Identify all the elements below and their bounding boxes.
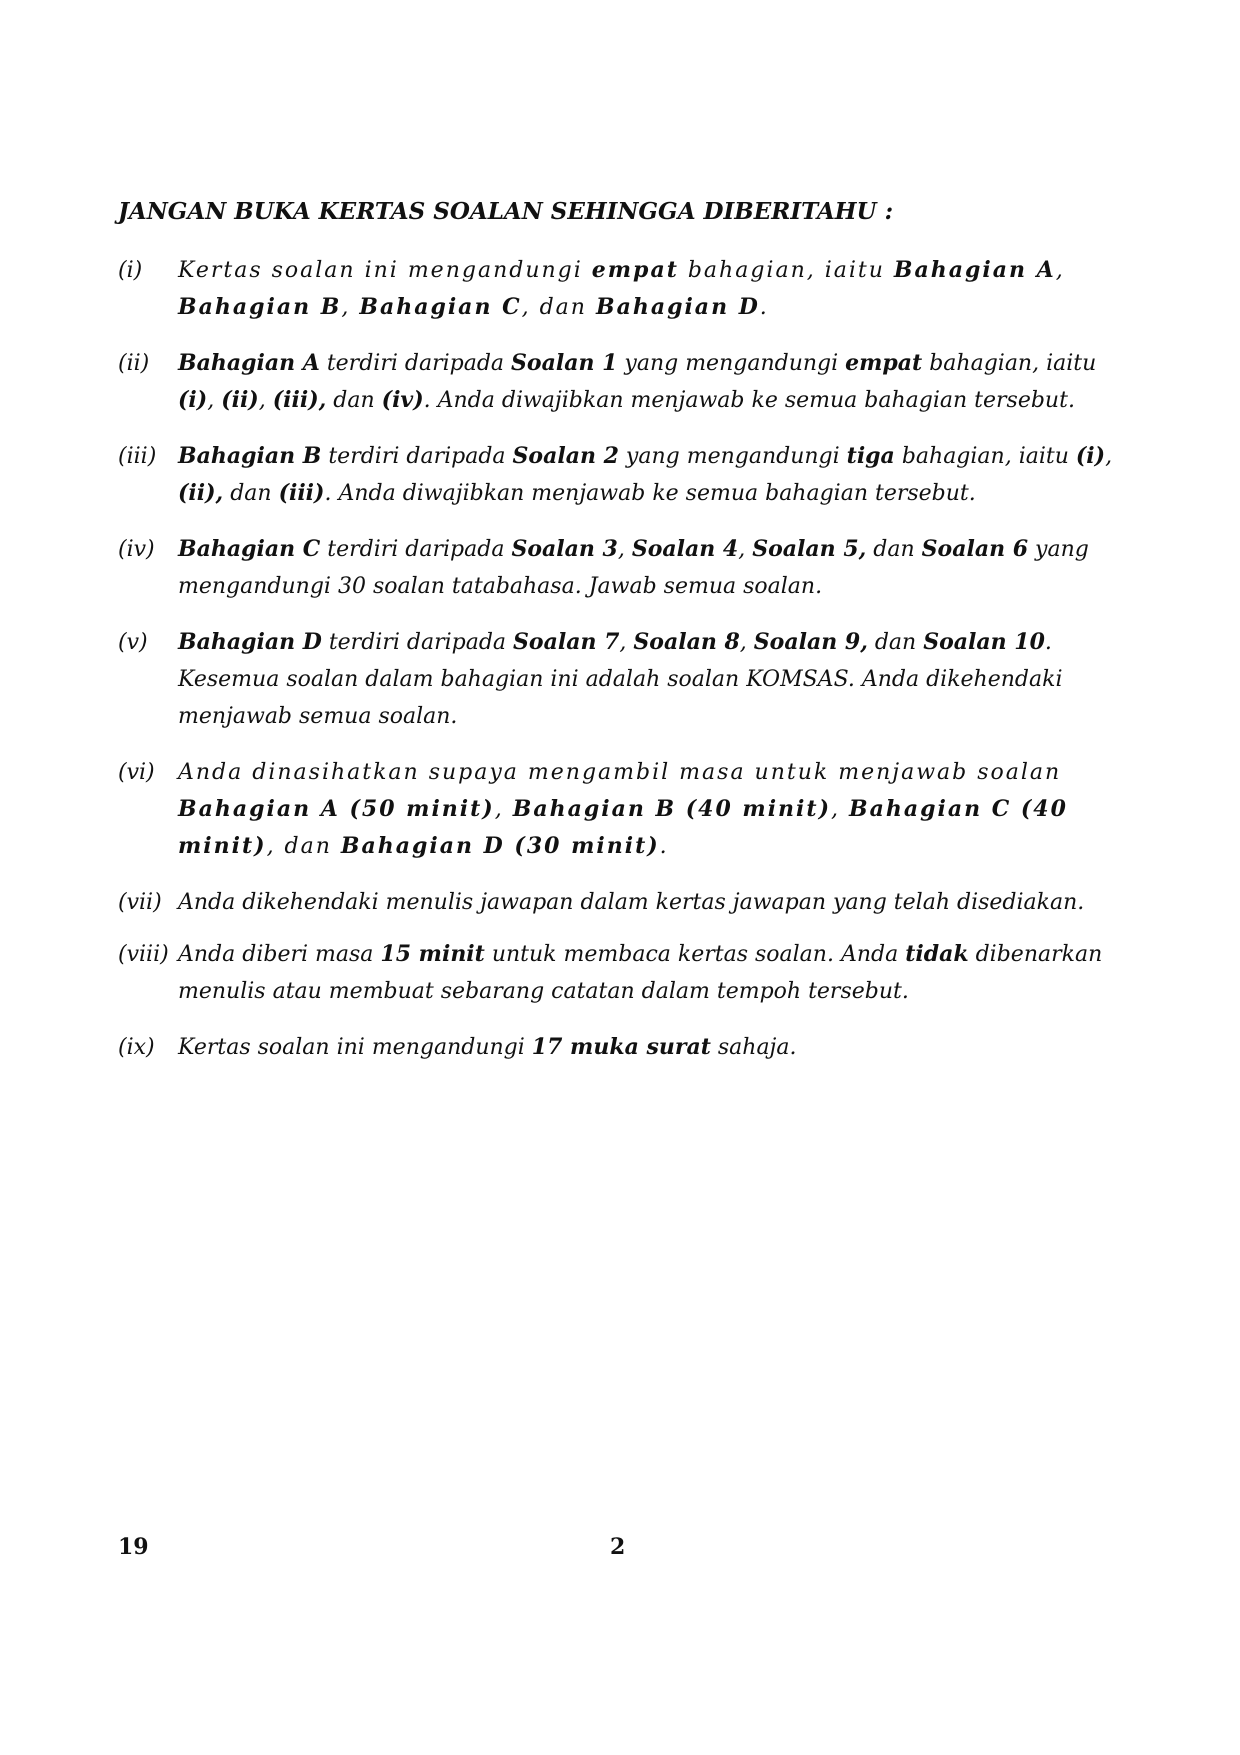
instruction-item xyxy=(118,936,1128,1010)
emphasis-text: Bahagian D xyxy=(595,294,760,320)
instruction-text: Bahagian D terdiri daripada Soalan 7, Soalan 8, Soalan 9, dan Soalan 10. Kesemua soalan dalam bahagian ini adalah soalan KOMSAS. Anda dikehendaki menjawab semua soalan. xyxy=(178,629,1063,729)
instruction-item xyxy=(118,252,1128,326)
emphasis-text: Bahagian A xyxy=(893,257,1056,283)
instruction-number: (ii) xyxy=(118,351,150,376)
emphasis-text: (i) xyxy=(1075,443,1106,469)
page-number: 2 xyxy=(610,1534,626,1560)
instruction-number: (vii) xyxy=(118,890,162,915)
instructions-heading: JANGAN BUKA KERTAS SOALAN SEHINGGA DIBERITAHU : xyxy=(118,198,894,225)
instruction-number: (ix) xyxy=(118,1035,155,1060)
footer-code: 19 xyxy=(118,1534,149,1560)
emphasis-text: Bahagian C xyxy=(178,536,321,562)
emphasis-text: Soalan 1 xyxy=(511,350,618,376)
instruction-text: Anda dikehendaki menulis jawapan dalam kertas jawapan yang telah disediakan. xyxy=(178,890,1085,915)
instruction-number: (i) xyxy=(118,258,143,283)
emphasis-text: Soalan 7 xyxy=(513,629,620,655)
emphasis-text: Soalan 2 xyxy=(512,443,619,469)
emphasis-text: Bahagian A (50 minit) xyxy=(178,796,495,822)
emphasis-text: (iii), xyxy=(272,387,327,413)
instruction-text: Anda diberi masa 15 minit untuk membaca kertas soalan. Anda tidak dibenarkan menulis atau membuat sebarang catatan dalam tempoh tersebut. xyxy=(178,941,1103,1004)
emphasis-text: tiga xyxy=(846,443,895,469)
instruction-number: (iv) xyxy=(118,537,155,562)
instruction-text: Anda dinasihatkan supaya mengambil masa untuk menjawab soalan Bahagian A (50 minit), Bahagian B (40 minit), Bahagian C (40 minit), dan Bahagian D (30 minit). xyxy=(178,760,1068,859)
emphasis-text: Soalan 4 xyxy=(631,536,739,562)
instruction-item xyxy=(118,754,1128,865)
instruction-text: Bahagian B terdiri daripada Soalan 2 yang mengandungi tiga bahagian, iaitu (i), (ii), dan (iii). Anda diwajibkan menjawab ke semua bahagian tersebut. xyxy=(178,443,1113,506)
instruction-number: (iii) xyxy=(118,444,157,469)
emphasis-text: Soalan 10 xyxy=(923,629,1045,655)
emphasis-text: empat xyxy=(591,257,679,283)
instruction-item xyxy=(118,438,1128,512)
emphasis-text: (i) xyxy=(178,387,208,413)
emphasis-text: Soalan 5, xyxy=(752,536,867,562)
emphasis-text: 15 minit xyxy=(380,941,485,967)
instruction-number: (viii) xyxy=(118,942,169,967)
emphasis-text: Bahagian D (30 minit) xyxy=(340,833,660,859)
instruction-number: (v) xyxy=(118,630,148,655)
emphasis-text: Bahagian D xyxy=(178,629,322,655)
emphasis-text: Bahagian B xyxy=(178,294,342,320)
emphasis-text: Soalan 3 xyxy=(511,536,618,562)
emphasis-text: (iv) xyxy=(381,387,424,413)
instruction-item xyxy=(118,624,1128,735)
emphasis-text: Soalan 8 xyxy=(633,629,740,655)
instruction-text: Kertas soalan ini mengandungi empat bahagian, iaitu Bahagian A, Bahagian B, Bahagian C, dan Bahagian D. xyxy=(178,257,1065,320)
instruction-item xyxy=(118,531,1128,605)
emphasis-text: Soalan 9, xyxy=(753,629,868,655)
instruction-text: Bahagian A terdiri daripada Soalan 1 yang mengandungi empat bahagian, iaitu (i), (ii), (iii), dan (iv). Anda diwajibkan menjawab ke semua bahagian tersebut. xyxy=(178,350,1097,413)
emphasis-text: Bahagian C (40 minit) xyxy=(178,796,1068,859)
instruction-list xyxy=(118,252,1128,1085)
emphasis-text: Soalan 6 xyxy=(921,536,1029,562)
emphasis-text: Bahagian C xyxy=(359,294,522,320)
instruction-item xyxy=(118,1029,1128,1066)
emphasis-text: 17 muka surat xyxy=(531,1034,711,1060)
emphasis-text: empat xyxy=(845,350,923,376)
emphasis-text: Bahagian B xyxy=(178,443,322,469)
emphasis-text: tidak xyxy=(905,941,969,967)
instruction-item xyxy=(118,345,1128,419)
emphasis-text: Bahagian B (40 minit) xyxy=(512,796,831,822)
instruction-number: (vi) xyxy=(118,760,155,785)
instruction-text: Bahagian C terdiri daripada Soalan 3, Soalan 4, Soalan 5, dan Soalan 6 yang mengandungi 30 soalan tatabahasa. Jawab semua soalan. xyxy=(178,536,1089,599)
emphasis-text: (ii), xyxy=(178,480,224,506)
emphasis-text: (ii) xyxy=(221,387,259,413)
instruction-item xyxy=(118,884,1128,921)
emphasis-text: (iii) xyxy=(278,480,325,506)
emphasis-text: Bahagian A xyxy=(178,350,320,376)
instruction-text: Kertas soalan ini mengandungi 17 muka surat sahaja. xyxy=(178,1034,797,1060)
